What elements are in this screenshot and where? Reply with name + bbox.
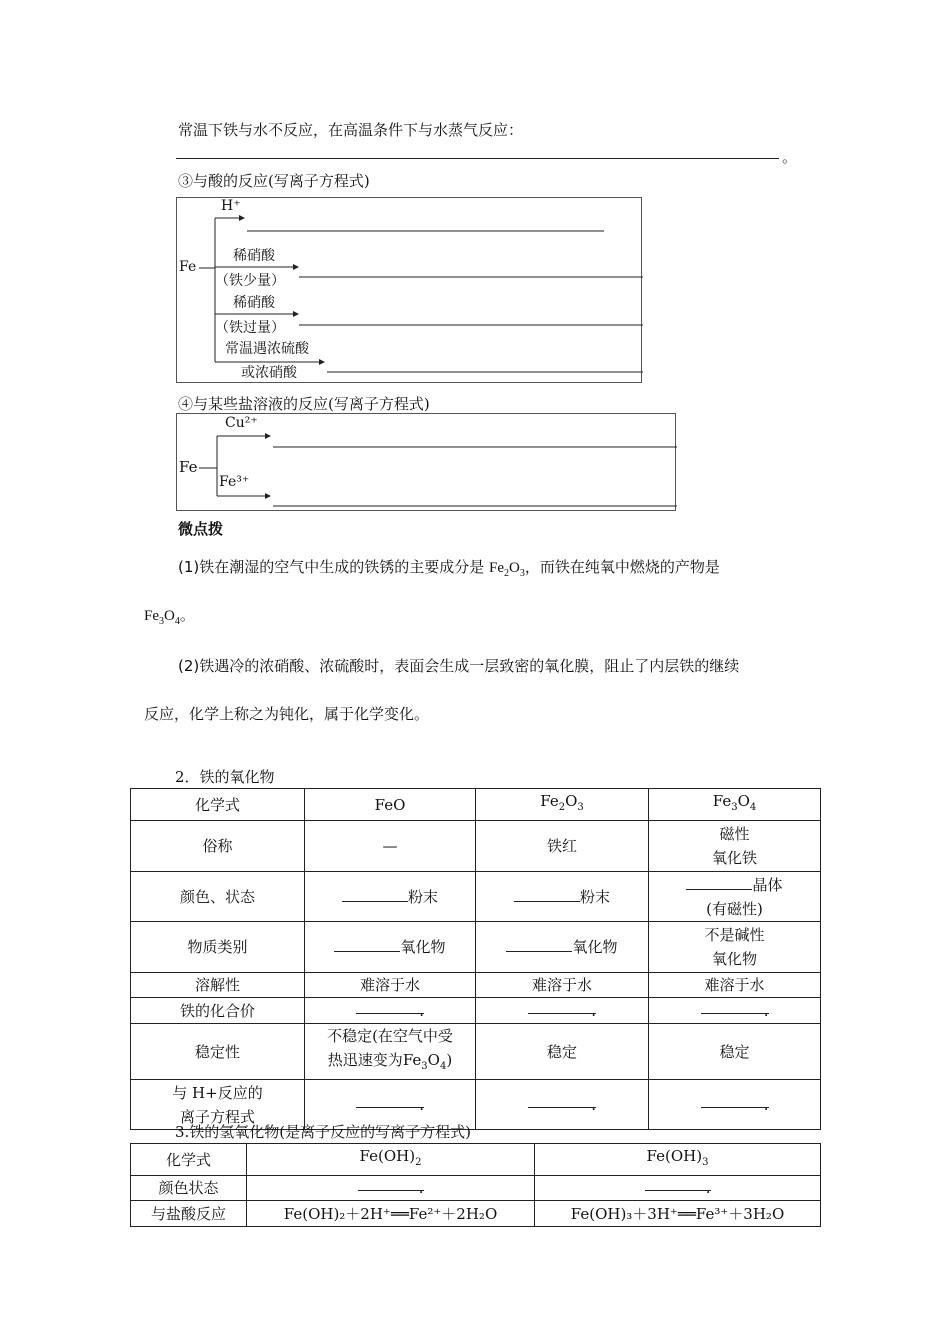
oxide-header-formula: 化学式 (131, 789, 305, 821)
hydroxide-table (130, 1143, 821, 1227)
feo-valence (305, 998, 476, 1024)
oxide-row-color (131, 872, 821, 922)
feoh2-color (247, 1176, 535, 1201)
oxide-header-fe2o3: $Fe_2O_3$ (476, 789, 649, 821)
answer-blank[interactable]: . (528, 1093, 596, 1108)
answer-blank[interactable]: . (358, 1176, 424, 1191)
answer-blank[interactable] (514, 887, 580, 902)
fe-label: Fe (179, 259, 197, 275)
row-label: 溶解性 (131, 973, 305, 998)
oxide-row-type (131, 922, 821, 973)
fe2o3-color (476, 872, 649, 922)
feoh2-hcl-equation: Fe(OH)₂＋2H⁺══Fe²⁺＋2H₂O (247, 1201, 535, 1227)
text-line: 与 H+反应的 (172, 1083, 263, 1102)
fe3-ion-label: Fe³⁺ (219, 474, 250, 490)
oxide-header-fe3o4: $Fe_3O_4$ (649, 789, 821, 821)
text-line: 不稳定(在空气中受 (327, 1027, 453, 1045)
fe2o3-type (476, 922, 649, 973)
feo-solubility: 难溶于水 (305, 973, 476, 998)
feo-color (305, 872, 476, 922)
tip2-line1: (2)铁遇冷的浓硝酸、浓硫酸时，表面会生成一层致密的氧化膜，阻止了内层铁的继续 (178, 657, 740, 675)
fe3o4-type (649, 922, 821, 973)
row-label: 稳定性 (131, 1024, 305, 1080)
feoh3-color (535, 1176, 821, 1201)
section3-heading: 3.铁的氢氧化物(是离子反应的写离子方程式) (175, 1123, 472, 1141)
acid-reaction-diagram (176, 197, 642, 383)
oxide-header-row (131, 789, 821, 821)
text-line (653, 873, 816, 897)
row-label: 俗称 (131, 821, 305, 872)
fe3o4-acid (649, 1080, 821, 1130)
text-line: 磁性 (719, 825, 750, 843)
iron-excess-label: （铁过量） (215, 320, 285, 336)
answer-blank[interactable] (506, 937, 572, 952)
oxide-row-stability (131, 1024, 821, 1080)
fe2o3-solubility: 难溶于水 (476, 973, 649, 998)
fe3o4-valence (649, 998, 821, 1024)
fe-salt-label: Fe (179, 458, 198, 476)
answer-blank[interactable]: . (701, 999, 769, 1014)
hydroxide-header-feoh2: $Fe(OH)_2$ (247, 1144, 535, 1176)
feo-common-name: — (305, 821, 476, 872)
text-line: 氧化铁 (711, 849, 757, 867)
tip1-line2 (144, 604, 195, 627)
feoh3-hcl-equation: Fe(OH)₃＋3H⁺══Fe³⁺＋3H₂O (535, 1201, 821, 1227)
text-line: 热迅速变为$Fe_3O_4$) (327, 1051, 453, 1072)
answer-blank[interactable] (686, 875, 752, 890)
salt-reaction-diagram (176, 413, 676, 511)
row-label: 颜色状态 (131, 1176, 247, 1201)
suffix-text: 粉末 (579, 887, 610, 906)
iron-little-label: （铁少量） (215, 273, 285, 289)
oxide-row-common-name (131, 821, 821, 872)
suffix-text: 粉末 (407, 887, 438, 906)
feo-type (305, 922, 476, 973)
fe2o3-formula: $Fe_2O_3$ (489, 560, 525, 579)
hydroxide-header-feoh3: $Fe(OH)_3$ (535, 1144, 821, 1176)
hydroxide-header-row (131, 1144, 821, 1176)
h-plus-label: H⁺ (221, 198, 241, 214)
tip1-text-b: ，而铁在纯氧中燃烧的产物是 (524, 558, 720, 576)
dilute-nitric-label-2: 稀硝酸 (233, 295, 275, 311)
row-label: 颜色、状态 (131, 872, 305, 922)
suffix-text: 晶体 (752, 875, 783, 894)
tip1-text-c: 。 (179, 606, 195, 624)
tip1-text-a: (1)铁在潮湿的空气中生成的铁锈的主要成分是 (178, 558, 490, 576)
dilute-nitric-label-1: 稀硝酸 (233, 248, 275, 264)
hydroxide-row-hcl (131, 1201, 821, 1227)
concentrated-nitric-label: 或浓硝酸 (241, 365, 297, 381)
tip1-line1 (178, 556, 720, 579)
acid-heading: ③与酸的反应(写离子方程式) (178, 172, 370, 190)
suffix-text: 氧化物 (400, 938, 446, 956)
fe3o4-stability: 稳定 (649, 1024, 821, 1080)
fe2o3-stability: 稳定 (476, 1024, 649, 1080)
tip-heading: 微点拨 (178, 520, 224, 538)
fe2o3-common-name: 铁红 (476, 821, 649, 872)
intro-period: 。 (782, 148, 798, 166)
tip2-line2: 反应，化学上称之为钝化，属于化学变化。 (144, 705, 430, 723)
answer-blank[interactable]: . (645, 1176, 711, 1191)
text-line: 不是碱性 (704, 926, 765, 944)
text-line: (有磁性) (706, 899, 763, 918)
answer-blank[interactable] (334, 937, 400, 952)
concentrated-acid-label: 常温遇浓硫酸 (225, 341, 309, 357)
row-label: 与盐酸反应 (131, 1201, 247, 1227)
answer-blank[interactable]: . (356, 1093, 424, 1108)
feo-stability (305, 1024, 476, 1080)
answer-blank[interactable] (342, 887, 408, 902)
oxide-header-feo: FeO (305, 789, 476, 821)
intro-line: 常温下铁与水不反应，在高温条件下与水蒸气反应： (178, 121, 524, 139)
salt-heading: ④与某些盐溶液的反应(写离子方程式) (178, 395, 430, 413)
oxide-row-solubility (131, 973, 821, 998)
suffix-text: 氧化物 (572, 938, 618, 956)
answer-blank-water-steam[interactable] (176, 158, 779, 159)
fe3o4-solubility: 难溶于水 (649, 973, 821, 998)
fe2o3-acid (476, 1080, 649, 1130)
fe3o4-color (649, 872, 821, 922)
cu-ion-label: Cu²⁺ (225, 415, 258, 431)
answer-blank[interactable]: . (701, 1093, 769, 1108)
oxide-table (130, 788, 821, 1130)
hydroxide-header-formula: 化学式 (131, 1144, 247, 1176)
row-label: 物质类别 (131, 922, 305, 973)
text-line: 氧化物 (711, 950, 757, 968)
fe2o3-valence (476, 998, 649, 1024)
answer-blank[interactable]: . (356, 999, 424, 1014)
hydroxide-row-color (131, 1176, 821, 1201)
text-line: 离子方程式 (179, 1107, 255, 1126)
row-label: 铁的化合价 (131, 998, 305, 1024)
fe3o4-formula: $Fe_3O_4$ (144, 608, 180, 627)
oxide-row-valence (131, 998, 821, 1024)
fe3o4-common-name (649, 821, 821, 872)
answer-blank[interactable]: . (528, 999, 596, 1014)
section2-heading: 2．铁的氧化物 (175, 768, 275, 786)
